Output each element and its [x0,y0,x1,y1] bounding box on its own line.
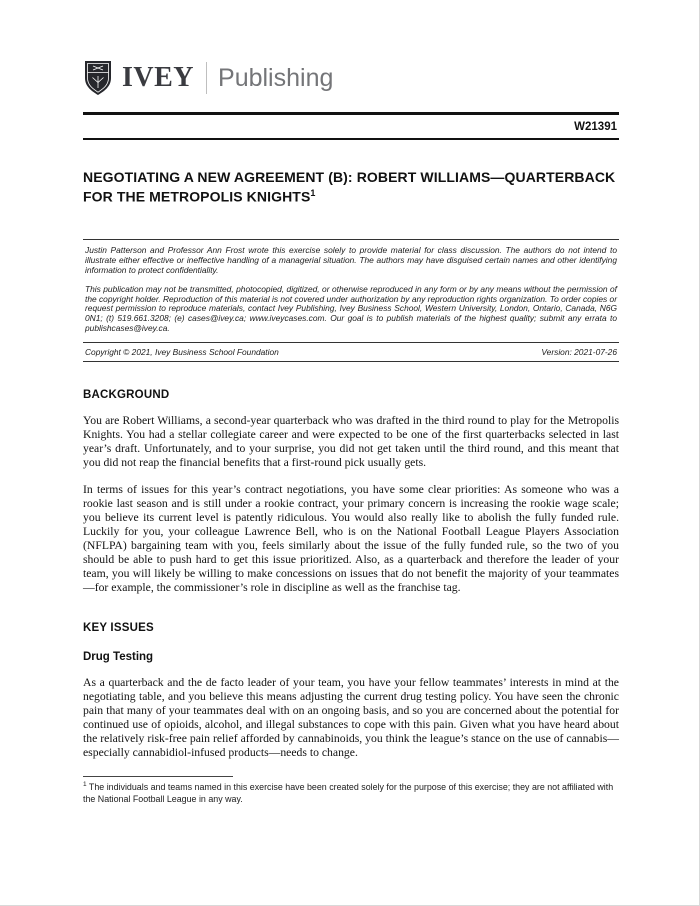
front-matter [83,239,619,362]
background-paragraph-1: You are Robert Williams, a second-year quarterback who was drafted in the third round to play for the Metropolis Knights. You had a stellar collegiate career and were expected to be one of the first quarterbacks selected in last year’s draft. Unfortunately, and to your surprise, you did not get taken until the third round, and this meant that you did not reap the financial benefits that a first-round pick usually gets. [83,413,619,469]
page-title-footnote-marker: 1 [310,188,316,199]
permissions-note: This publication may not be transmitted, photocopied, digitized, or otherwise reproduced in any form or by any means without the permission of the copyright holder. Reproduction of this material is not covered under authorization by any reproduction rights organization. To order copies or request permission to reproduce materials, contact Ivey Publishing, Ivey Business School, Western University, London, Ontario, Canada, N6G 0N1; (t) 519.661.3208; (e) cases@ivey.ca; www.iveycases.com. Our goal is to publish materials of the highest quality; submit any errata to publishcases@ivey.ca. [85,283,617,334]
ivey-wordmark: IVEY [122,62,195,93]
subheading-drug-testing: Drug Testing [83,651,154,664]
background-paragraph-2: In terms of issues for this year’s contract negotiations, you have some clear priorities: As someone who was a rookie last season and is still under a rookie contract, your primary concern is increasing the rookie wage scale; you believe its current level is patently ridiculous. You would also really like to abolish the fully funded rule. Luckily for you, your colleague Lawrence Bell, who is on the National Football League Players Association (NFLPA) bargaining team with you, feels similarly about the issue of the fully funded rule, so the two of you should be able to push hard to get this issue prioritized. Also, as a quarterback and therefore the leader of your team, you will likely be willing to make concessions on issues that do not benefit the majority of your teammates—for example, the commissioner’s role in discipline as well as the franchise tag. [83,483,619,595]
footnote-text [83,781,619,804]
version-label: Version: 2021-07-26 [541,346,617,357]
footnote-separator [83,776,233,777]
document-number: W21391 [574,121,617,133]
copyright-notice: Copyright © 2021, Ivey Business School Foundation [85,346,279,357]
footnote-block [83,776,619,804]
publisher-logo [83,56,619,100]
page-title [83,168,619,207]
footnote-body: The individuals and teams named in this exercise have been created solely for the purpose of this exercise; they are not affiliated with the National Football League in any way. [83,782,614,804]
ivey-shield-icon [83,59,113,97]
drug-testing-paragraph-1: As a quarterback and the de facto leader of your team, you have your fellow teammates’ interests in mind at the negotiating table, and you believe this means adjusting the current drug testing policy. You have seen the chronic pain that many of your teammates deal with on an ongoing basis, and so you are concerned about the potential for continued use of opioids, alcohol, and illegal substances to cope with this pain. Given what you have heard about the relatively risk-free pain relief afforded by cannabinoids, you think the league’s stance on the use of cannabis—especially cannabidiol-infused products—needs to change. [83,676,619,760]
front-matter-rule-bottom [83,361,619,362]
copyright-row [83,343,619,361]
page-title-text: NEGOTIATING A NEW AGREEMENT (B): ROBERT WILLIAMS—QUARTERBACK FOR THE METROPOLIS KNIGHTS [83,169,616,205]
publishing-label: Publishing [218,63,334,92]
section-heading-key-issues: KEY ISSUES [83,622,154,635]
section-heading-background: BACKGROUND [83,388,170,401]
authorship-note: Justin Patterson and Professor Ann Frost wrote this exercise solely to provide material for class discussion. The authors do not intend to illustrate either effective or ineffective handling of a managerial situation. The authors may have disguised certain names and other identifying information to protect confidentiality. [85,245,617,275]
footnote-marker: 1 [83,781,87,789]
logo-divider [206,62,207,94]
header-rule-bottom [83,138,619,140]
